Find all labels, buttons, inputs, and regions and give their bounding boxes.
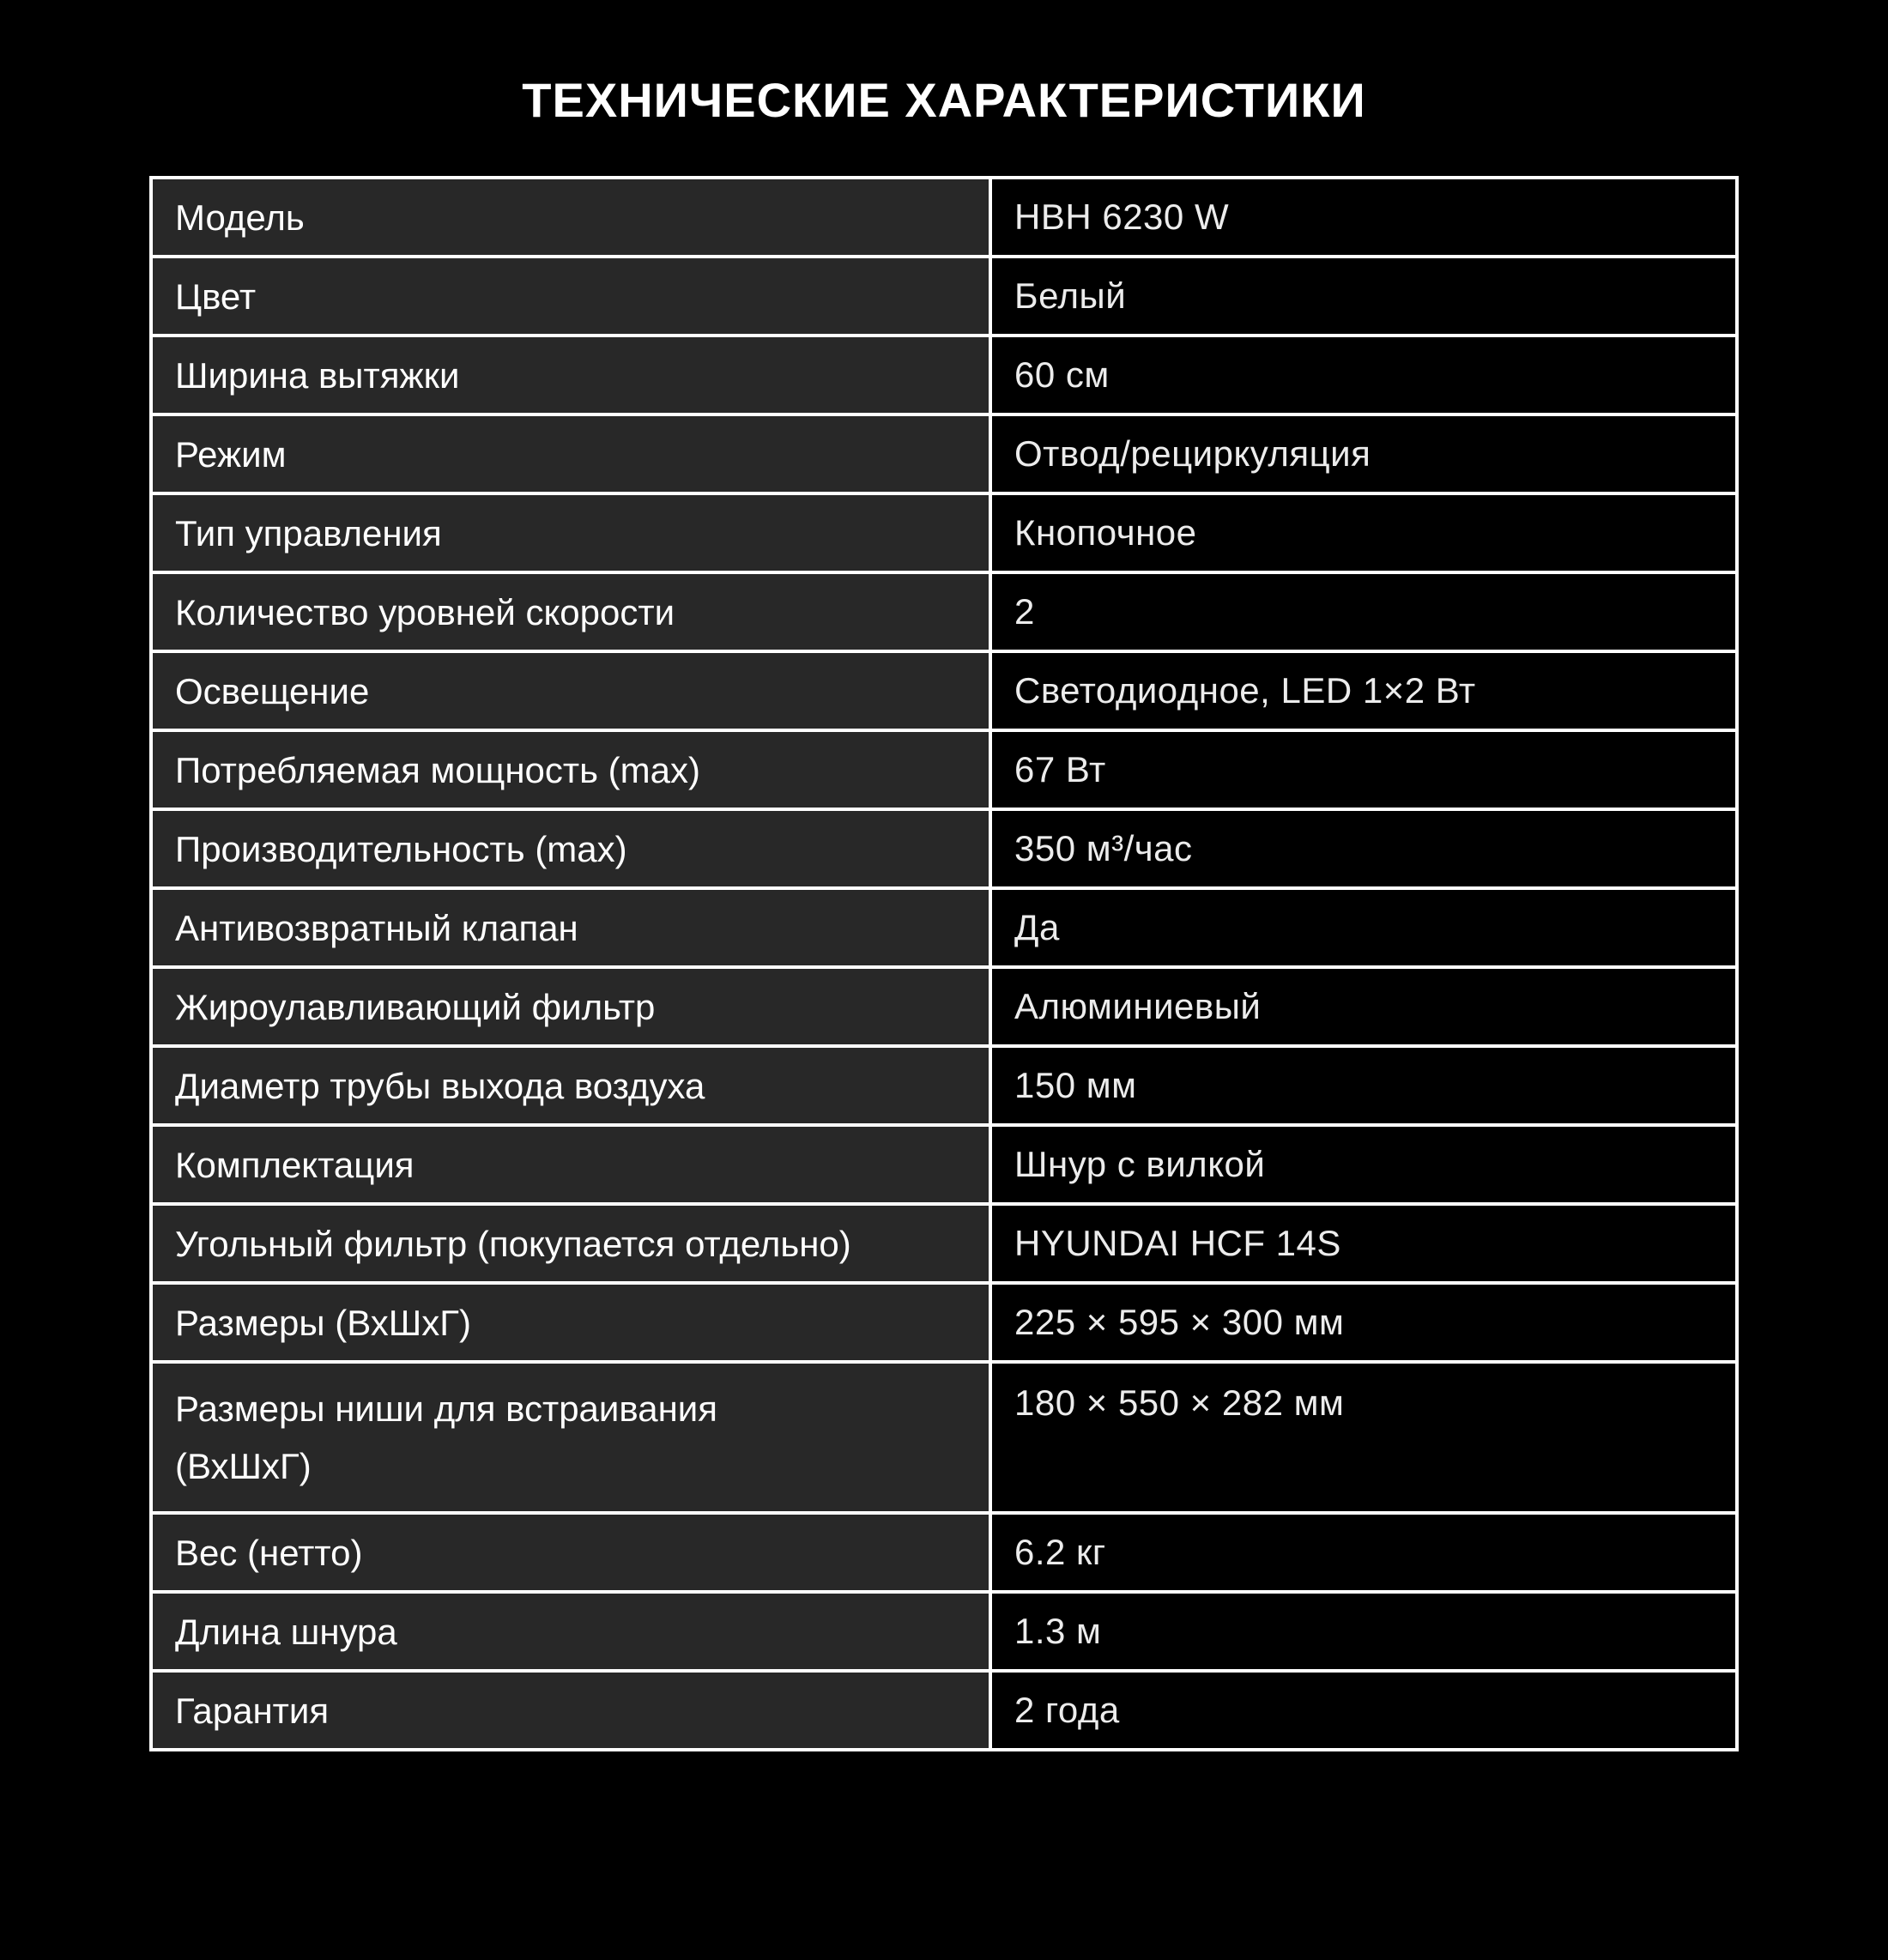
spec-value: 180 × 550 × 282 мм	[1014, 1382, 1345, 1423]
spec-label: Потребляемая мощность (max)	[175, 749, 700, 790]
spec-label: Размеры (ВхШхГ)	[175, 1302, 471, 1343]
table-row	[151, 1592, 1737, 1671]
spec-value-cell	[990, 1046, 1737, 1125]
specs-table	[149, 176, 1739, 1751]
table-row	[151, 809, 1737, 888]
spec-value-cell	[990, 1204, 1737, 1283]
spec-value-cell	[990, 1283, 1737, 1362]
page-title: ТЕХНИЧЕСКИЕ ХАРАКТЕРИСТИКИ	[522, 73, 1366, 127]
spec-value: 2	[1014, 591, 1035, 632]
specs-table-body	[151, 178, 1737, 1750]
spec-label-cell	[151, 1362, 990, 1513]
table-row	[151, 1125, 1737, 1204]
table-row	[151, 493, 1737, 572]
spec-label: Освещение	[175, 670, 370, 711]
spec-value-cell	[990, 493, 1737, 572]
spec-value: Белый	[1014, 275, 1127, 316]
table-row	[151, 967, 1737, 1046]
table-row	[151, 414, 1737, 493]
table-row	[151, 1283, 1737, 1362]
spec-label-cell	[151, 1592, 990, 1671]
table-row	[151, 1046, 1737, 1125]
spec-label: Размеры ниши для встраивания	[175, 1388, 717, 1429]
table-row	[151, 1513, 1737, 1592]
spec-value-cell	[990, 1592, 1737, 1671]
spec-value-cell	[990, 967, 1737, 1046]
spec-value-cell	[990, 1362, 1737, 1513]
spec-label: Гарантия	[175, 1690, 330, 1731]
spec-label-cell	[151, 1125, 990, 1204]
spec-label: Модель	[175, 197, 305, 238]
spec-label-cell	[151, 1283, 990, 1362]
spec-value: 67 Вт	[1014, 749, 1106, 789]
table-row	[151, 1362, 1737, 1513]
spec-value: 60 см	[1014, 354, 1110, 395]
table-row	[151, 888, 1737, 967]
table-row	[151, 257, 1737, 336]
spec-label-cell	[151, 1671, 990, 1750]
spec-label: Тип управления	[175, 512, 442, 554]
spec-label-cell	[151, 888, 990, 967]
spec-label-cell	[151, 1046, 990, 1125]
table-row	[151, 336, 1737, 414]
spec-label-cell	[151, 1204, 990, 1283]
spec-value-cell	[990, 178, 1737, 257]
spec-label: Жироулавливающий фильтр	[175, 986, 656, 1027]
spec-value: Алюминиевый	[1014, 986, 1262, 1026]
spec-label: Длина шнура	[175, 1611, 397, 1652]
spec-value: 2 года	[1014, 1690, 1120, 1730]
table-row	[151, 730, 1737, 809]
spec-label: Вес (нетто)	[175, 1532, 363, 1573]
spec-value: 6.2 кг	[1014, 1532, 1106, 1572]
spec-value: Отвод/рециркуляция	[1014, 433, 1371, 474]
spec-label: Антивозвратный клапан	[175, 907, 578, 948]
spec-label: Режим	[175, 433, 287, 475]
spec-label: Количество уровней скорости	[175, 591, 675, 632]
spec-value-cell	[990, 336, 1737, 414]
spec-label-cell	[151, 730, 990, 809]
spec-value-cell	[990, 809, 1737, 888]
spec-label-cell	[151, 1513, 990, 1592]
spec-value: HBH 6230 W	[1014, 197, 1230, 237]
spec-label-cell	[151, 257, 990, 336]
table-row	[151, 178, 1737, 257]
spec-value-cell	[990, 730, 1737, 809]
table-row	[151, 1204, 1737, 1283]
spec-value-cell	[990, 1671, 1737, 1750]
spec-value: 1.3 м	[1014, 1611, 1102, 1651]
spec-label: Ширина вытяжки	[175, 354, 460, 396]
spec-value-cell	[990, 1513, 1737, 1592]
spec-value: HYUNDAI HCF 14S	[1014, 1223, 1341, 1263]
table-row	[151, 651, 1737, 730]
spec-label-cell	[151, 336, 990, 414]
spec-label-cell	[151, 967, 990, 1046]
spec-value-cell	[990, 257, 1737, 336]
table-row	[151, 572, 1737, 651]
spec-value: 350 м³/час	[1014, 828, 1193, 868]
table-row	[151, 1671, 1737, 1750]
spec-label-cell	[151, 493, 990, 572]
spec-label-cell	[151, 178, 990, 257]
spec-label: Производительность (max)	[175, 828, 627, 869]
spec-label: Угольный фильтр (покупается отдельно)	[175, 1223, 851, 1264]
spec-label-cell	[151, 572, 990, 651]
spec-value-cell	[990, 888, 1737, 967]
spec-value-cell	[990, 651, 1737, 730]
spec-value: Да	[1014, 907, 1060, 947]
spec-value: Шнур с вилкой	[1014, 1144, 1266, 1184]
spec-label-cell	[151, 809, 990, 888]
spec-label: Диаметр трубы выхода воздуха	[175, 1065, 705, 1106]
spec-value: 150 мм	[1014, 1065, 1137, 1105]
spec-label: Цвет	[175, 275, 257, 317]
spec-label-line2: (ВхШхГ)	[175, 1446, 312, 1486]
spec-label: Комплектация	[175, 1144, 415, 1185]
spec-label-cell	[151, 414, 990, 493]
spec-value-cell	[990, 414, 1737, 493]
spec-label-cell	[151, 651, 990, 730]
spec-value: Светодиодное, LED 1×2 Вт	[1014, 670, 1476, 711]
spec-value: Кнопочное	[1014, 512, 1197, 553]
spec-value: 225 × 595 × 300 мм	[1014, 1302, 1345, 1342]
spec-value-cell	[990, 1125, 1737, 1204]
spec-value-cell	[990, 572, 1737, 651]
